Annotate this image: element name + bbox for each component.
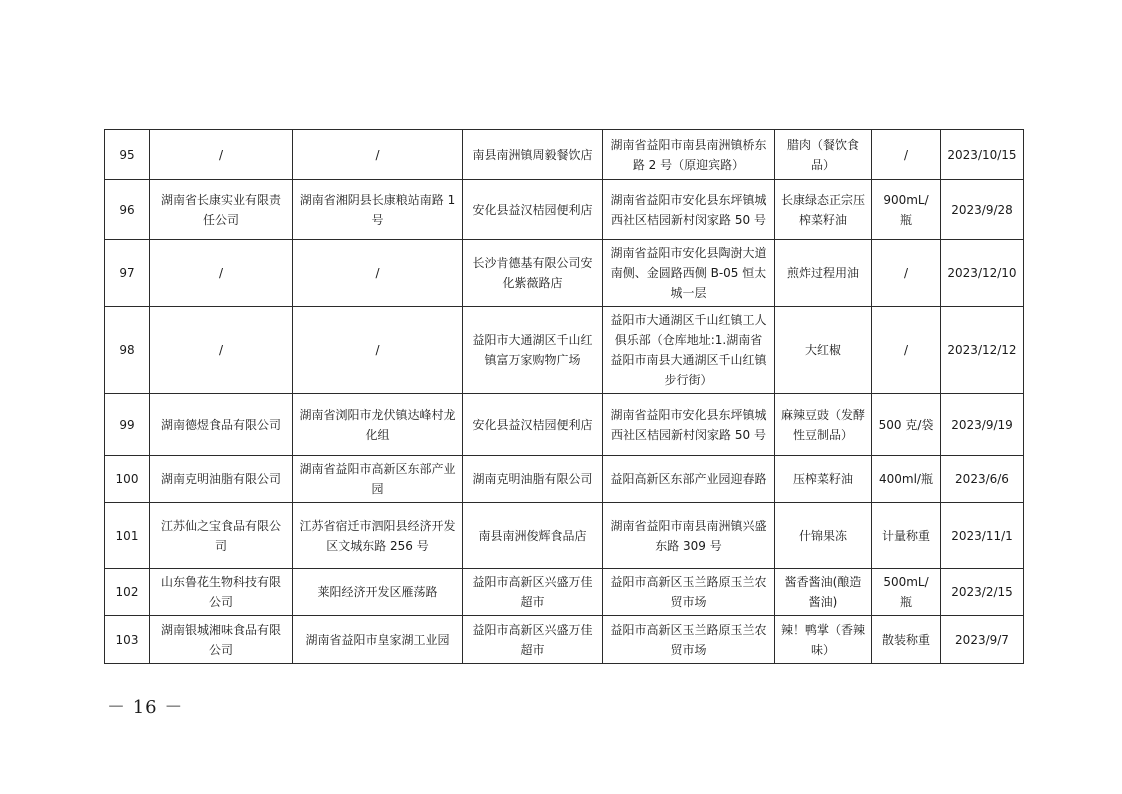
cell-sampled-address: 湖南省益阳市安化县东坪镇城西社区桔园新村闵家路 50 号 <box>603 180 775 240</box>
cell-production-date: 2023/6/6 <box>941 456 1024 503</box>
cell-manufacturer: 湖南德煜食品有限公司 <box>150 394 293 456</box>
cell-serial-number: 100 <box>105 456 150 503</box>
cell-manufacturer-address: 湖南省湘阴县长康粮站南路 1 号 <box>293 180 463 240</box>
cell-manufacturer-address: 湖南省益阳市高新区东部产业园 <box>293 456 463 503</box>
cell-production-date: 2023/10/15 <box>941 130 1024 180</box>
cell-product-name: 辣！鸭掌（香辣味） <box>775 616 872 664</box>
page-number: － 16 － <box>107 697 184 718</box>
cell-specification: 散装称重 <box>872 616 941 664</box>
cell-product-name: 酱香酱油(酿造酱油) <box>775 569 872 616</box>
cell-product-name: 煎炸过程用油 <box>775 240 872 307</box>
cell-product-name: 长康绿态正宗压榨菜籽油 <box>775 180 872 240</box>
cell-production-date: 2023/12/10 <box>941 240 1024 307</box>
cell-manufacturer-address: 湖南省浏阳市龙伏镇达峰村龙化组 <box>293 394 463 456</box>
cell-sampled-unit: 益阳市高新区兴盛万佳超市 <box>463 616 603 664</box>
cell-sampled-address: 湖南省益阳市安化县陶澍大道南侧、金圆路西侧 B-05 恒太城一层 <box>603 240 775 307</box>
cell-production-date: 2023/12/12 <box>941 307 1024 394</box>
cell-sampled-address: 湖南省益阳市安化县东坪镇城西社区桔园新村闵家路 50 号 <box>603 394 775 456</box>
cell-serial-number: 95 <box>105 130 150 180</box>
cell-specification: 900mL/瓶 <box>872 180 941 240</box>
cell-manufacturer: 江苏仙之宝食品有限公司 <box>150 503 293 569</box>
table-row <box>105 180 1024 240</box>
table-row <box>105 616 1024 664</box>
cell-product-name: 压榨菜籽油 <box>775 456 872 503</box>
cell-manufacturer-address: / <box>293 307 463 394</box>
cell-sampled-unit: 益阳市大通湖区千山红镇富万家购物广场 <box>463 307 603 394</box>
cell-manufacturer: 山东鲁花生物科技有限公司 <box>150 569 293 616</box>
cell-production-date: 2023/11/1 <box>941 503 1024 569</box>
cell-sampled-address: 益阳高新区东部产业园迎春路 <box>603 456 775 503</box>
cell-manufacturer: 湖南克明油脂有限公司 <box>150 456 293 503</box>
cell-specification: / <box>872 240 941 307</box>
cell-specification: 400ml/瓶 <box>872 456 941 503</box>
cell-serial-number: 97 <box>105 240 150 307</box>
table-body <box>105 130 1024 664</box>
cell-manufacturer-address: 湖南省益阳市皇家湖工业园 <box>293 616 463 664</box>
cell-production-date: 2023/9/19 <box>941 394 1024 456</box>
cell-sampled-unit: 安化县益汉桔园便利店 <box>463 180 603 240</box>
cell-sampled-address: 益阳市大通湖区千山红镇工人俱乐部（仓库地址:1.湖南省益阳市南县大通湖区千山红镇步行街） <box>603 307 775 394</box>
cell-manufacturer-address: / <box>293 130 463 180</box>
cell-sampled-address: 益阳市高新区玉兰路原玉兰农贸市场 <box>603 616 775 664</box>
cell-manufacturer-address: / <box>293 240 463 307</box>
table-row <box>105 394 1024 456</box>
cell-product-name: 腊肉（餐饮食品） <box>775 130 872 180</box>
cell-specification: 500 克/袋 <box>872 394 941 456</box>
cell-product-name: 大红椒 <box>775 307 872 394</box>
cell-production-date: 2023/9/28 <box>941 180 1024 240</box>
cell-production-date: 2023/2/15 <box>941 569 1024 616</box>
table-row <box>105 503 1024 569</box>
cell-manufacturer-address: 莱阳经济开发区雁荡路 <box>293 569 463 616</box>
cell-manufacturer: / <box>150 307 293 394</box>
table-row <box>105 456 1024 503</box>
table-row <box>105 130 1024 180</box>
cell-sampled-unit: 长沙肯德基有限公司安化紫薇路店 <box>463 240 603 307</box>
sampling-results-table <box>104 129 1024 664</box>
cell-sampled-unit: 湖南克明油脂有限公司 <box>463 456 603 503</box>
cell-serial-number: 103 <box>105 616 150 664</box>
table-row <box>105 240 1024 307</box>
cell-sampled-unit: 南县南洲镇周毅餐饮店 <box>463 130 603 180</box>
cell-serial-number: 98 <box>105 307 150 394</box>
cell-sampled-address: 益阳市高新区玉兰路原玉兰农贸市场 <box>603 569 775 616</box>
table-row <box>105 569 1024 616</box>
cell-manufacturer: 湖南银城湘味食品有限公司 <box>150 616 293 664</box>
cell-specification: 500mL/瓶 <box>872 569 941 616</box>
cell-manufacturer-address: 江苏省宿迁市泗阳县经济开发区文城东路 256 号 <box>293 503 463 569</box>
cell-serial-number: 102 <box>105 569 150 616</box>
cell-sampled-unit: 南县南洲俊辉食品店 <box>463 503 603 569</box>
cell-sampled-unit: 安化县益汉桔园便利店 <box>463 394 603 456</box>
cell-specification: 计量称重 <box>872 503 941 569</box>
document-page-body <box>104 129 1023 664</box>
table-row <box>105 307 1024 394</box>
cell-sampled-address: 湖南省益阳市南县南洲镇兴盛东路 309 号 <box>603 503 775 569</box>
cell-production-date: 2023/9/7 <box>941 616 1024 664</box>
cell-serial-number: 101 <box>105 503 150 569</box>
cell-manufacturer: 湖南省长康实业有限责任公司 <box>150 180 293 240</box>
cell-manufacturer: / <box>150 240 293 307</box>
cell-product-name: 什锦果冻 <box>775 503 872 569</box>
cell-serial-number: 99 <box>105 394 150 456</box>
cell-specification: / <box>872 307 941 394</box>
cell-manufacturer: / <box>150 130 293 180</box>
cell-serial-number: 96 <box>105 180 150 240</box>
cell-sampled-unit: 益阳市高新区兴盛万佳超市 <box>463 569 603 616</box>
cell-sampled-address: 湖南省益阳市南县南洲镇桥东路 2 号（原迎宾路） <box>603 130 775 180</box>
cell-specification: / <box>872 130 941 180</box>
cell-product-name: 麻辣豆豉（发酵性豆制品） <box>775 394 872 456</box>
